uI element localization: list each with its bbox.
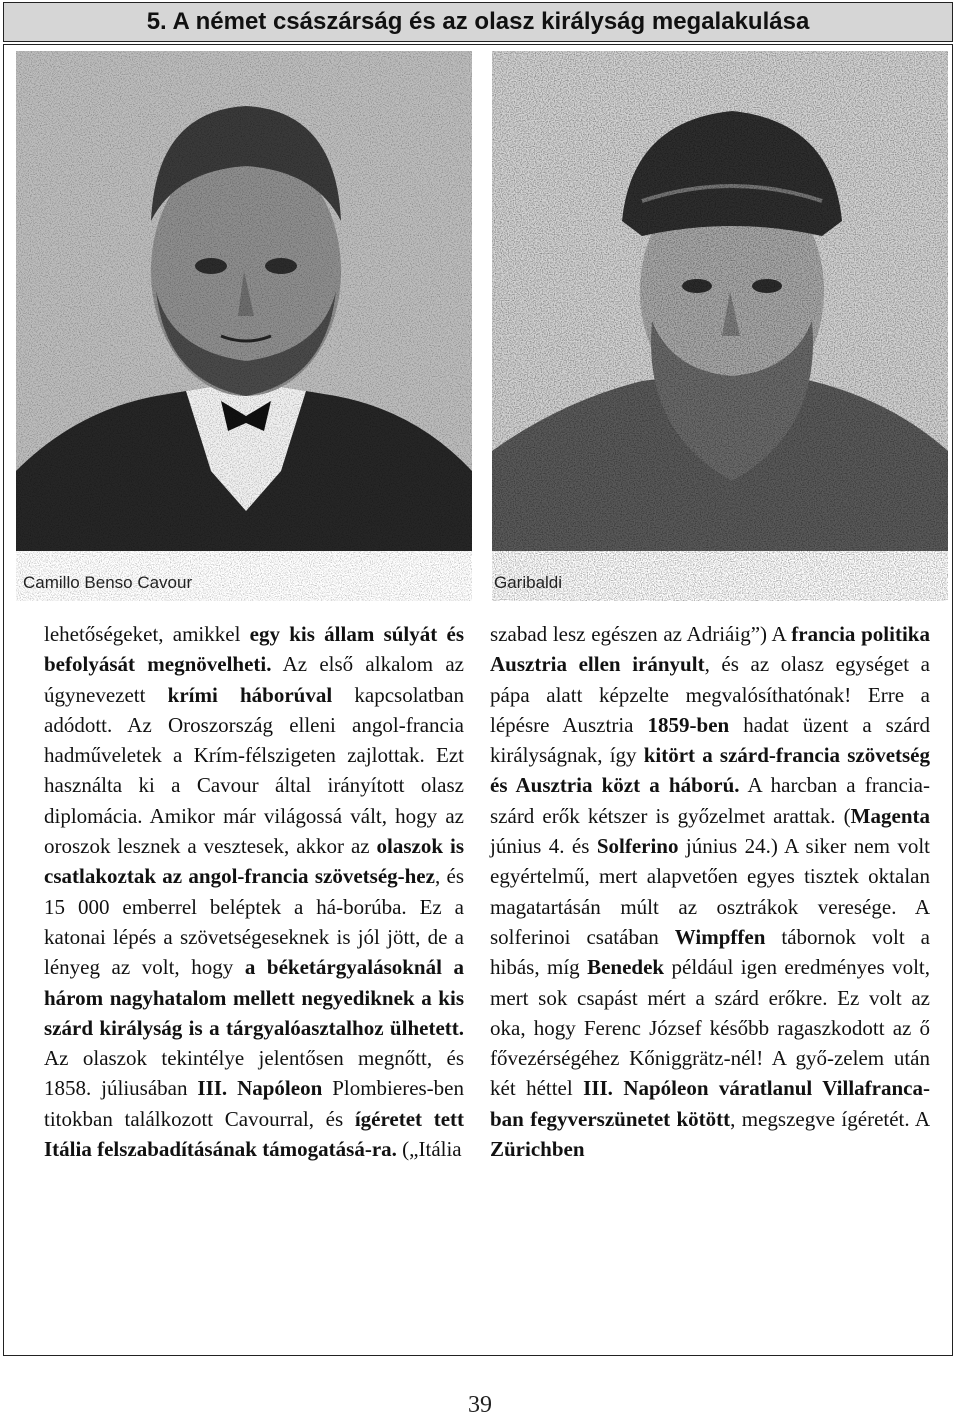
text-run: június 24.) A siker nem volt egyértelmű, mert alapvetően egyes tisztek oktalan magatartásán múlt az osztrákok veresége. A solferinoi csatában [490,834,930,949]
portrait-cavour-icon [16,51,472,601]
text-run: szabad lesz egészen az Adriáig”) A [490,622,792,646]
paragraph [490,619,930,1164]
paragraph [44,619,464,1164]
bold-run: Magenta [850,803,930,828]
text-run: hadat üzent a szárd királyságnak, így [490,712,930,768]
text-run: („Itália [396,1137,462,1162]
bold-run: krími háborúval [167,682,333,707]
bold-run: francia politika Ausztria ellen irányult [490,622,930,677]
bold-run: a béketárgyalásoknál a három nagyhatalom mellett negyediknek a kis szárd királyság is a tárgyalóasztalhoz ülhetett. [44,955,465,1040]
bold-run: ígéretet tett Itália felszabadításának támogatásá-ra. [44,1106,464,1162]
bold-run: kitört a szárd-francia szövetség és Ausztria közt a háború. [490,743,930,798]
portrait-garibaldi-icon [492,51,948,601]
page-number: 39 [468,1392,492,1418]
bold-run: Solferino [596,834,679,859]
chapter-header [3,2,953,42]
bold-run: Benedek [587,955,665,980]
caption-garibaldi: Garibaldi [494,573,563,592]
text-run: , és az olasz egységet a pápa alatt képzelte megvalósíthatónak! Erre a lépésre Ausztria [490,652,930,737]
body-column-right [490,619,930,1164]
text-run: például igen eredményes volt, mert sok csapást mért a szárd erőkre. Ez volt az oka, hogy Ferenc József később ragaszkodott az ő fővezérségéhez Kőniggrätz-nél! A győ-zelem után két héttel [490,955,931,1101]
text-run: Az olaszok tekintélye jelentősen megnőtt, és 1858. júliusában [44,1046,464,1101]
bold-run: Zürichben [490,1137,585,1162]
chapter-title: 5. A német császárság és az olasz királyság megalakulása [146,8,810,35]
bold-run: olaszok is csatlakoztak az angol-francia szövetség-hez [44,834,464,889]
caption-cavour: Camillo Benso Cavour [23,573,193,592]
body-column-left [44,619,464,1164]
text-run: , megszegve ígéretét. A [730,1106,930,1131]
text-run: A harcban a francia-szárd erők kétszer is győzelmet arattak. ( [490,773,930,828]
text-run: lehetőségeket, amikkel [44,622,250,646]
text-run: június 4. és [490,834,597,859]
text-run: , és 15 000 emberrel beléptek a há-borúba. Ez a katonai lépés a szövetségeseknek is jól jött, de a lényeg az volt, hogy [44,864,464,980]
text-run: Az első alkalom az úgynevezett [44,652,464,707]
bold-run: III. Napóleon [197,1076,323,1101]
text-run: Plombieres-ben titokban találkozott Cavourral, és [44,1076,464,1131]
bold-run: III. Napóleon váratlanul Villafranca-ban fegyverszünetet kötött [490,1076,930,1131]
text-run: tábornok volt a hibás, míg [490,924,931,980]
bold-run: 1859-ben [647,712,730,737]
bold-run: egy kis állam súlyát és befolyását megnövelheti. [44,622,464,677]
bold-run: Wimpffen [674,924,766,949]
text-run: kapcsolatban adódott. Az Oroszország elleni angol-francia hadműveletek a Krím-félszigeten zajlottak. Ezt használta ki a Cavour által irányított olasz diplomácia. Amikor már világossá vált, hogy az oroszok lesznek a vesztesek, akkor az [44,682,464,859]
